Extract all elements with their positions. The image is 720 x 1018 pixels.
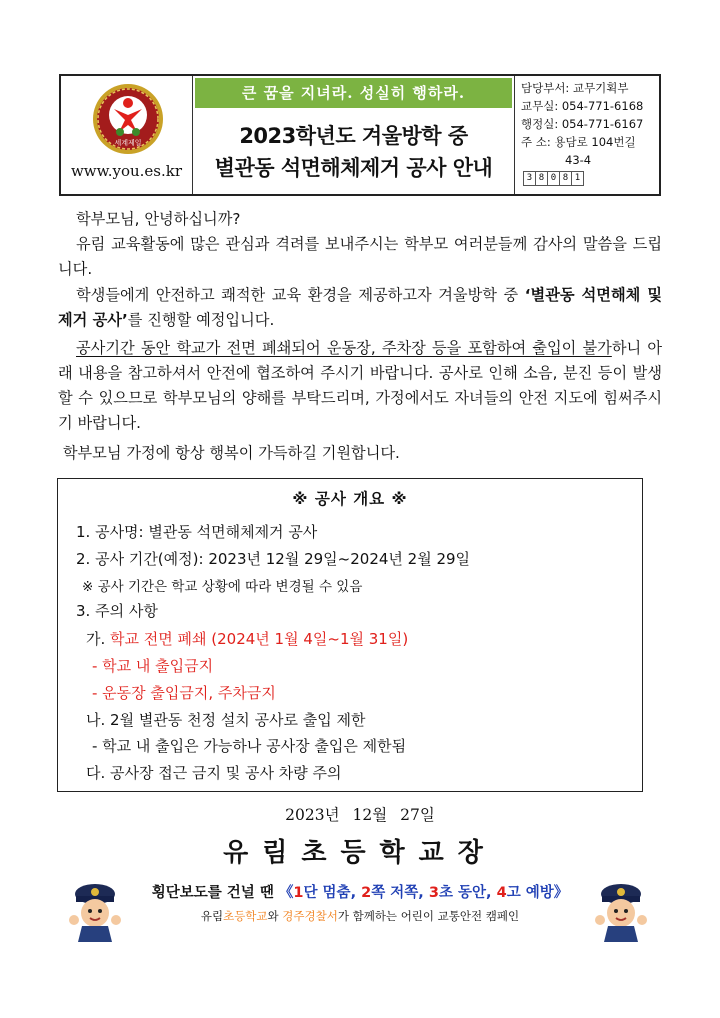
slogan-close-bracket: 》 xyxy=(553,885,569,901)
address-row: 주 소: 용담로 104번길 xyxy=(521,135,636,149)
notice-title xyxy=(193,120,514,184)
paragraph-purpose xyxy=(58,283,662,333)
slogan-step-1: 단 멈춤, xyxy=(303,885,362,901)
slogan-num-4: 4 xyxy=(496,885,507,901)
slogan-step-2: 쪽 저쪽, xyxy=(371,885,429,901)
credit-police: 경주경찰서 xyxy=(282,909,338,923)
project-name-bold: ‘별관동 석면해체 및 제거 공사’ xyxy=(58,286,663,329)
slogan-step-3: 초 동안, xyxy=(438,885,497,901)
purpose-text: 학생들에게 안전하고 쾌적한 교육 환경을 제공하고자 겨울방학 중 xyxy=(76,286,525,304)
precaution-ga-text: 학교 전면 폐쇄 (2024년 1월 4일~1월 31일) xyxy=(110,630,409,648)
title-cell xyxy=(193,76,515,194)
slogan-lead: 횡단보도를 건널 땐 xyxy=(151,885,279,901)
school-motto-banner: 큰 꿈을 지녀라. 성실히 행하라. xyxy=(195,78,512,108)
outline-item-period: 2. 공사 기간(예정): 2023년 12월 29일~2024년 2월 29일 xyxy=(76,550,471,568)
principal-signature: 유림초등학교장 xyxy=(223,838,497,868)
credit-rest: 가 함께하는 어린이 교통안전 캠페인 xyxy=(337,909,520,923)
crosswalk-slogan xyxy=(0,881,720,902)
paragraph-blessing xyxy=(58,441,662,466)
admin-office-phone: 행정실: 054-771-6167 xyxy=(521,117,644,131)
school-emblem-icon xyxy=(91,82,165,156)
credit-school-b: 초등학교 xyxy=(223,909,268,923)
department-row: 담당부서: 교무기획부 xyxy=(521,81,629,95)
address-row-2: 43-4 xyxy=(565,153,592,167)
logo-cell xyxy=(61,76,193,194)
paragraph-closure-notice xyxy=(58,336,662,436)
zip-digit: 8 xyxy=(559,171,572,186)
closure-underlined-text: 공사기간 동안 학교가 전면 폐쇄되어 운동장, 주차장 등을 포함하여 출입이 불가 xyxy=(76,339,612,357)
precaution-na-sub: - 학교 내 출입은 가능하나 공사장 출입은 제한됨 xyxy=(92,737,407,755)
blessing-text: 학부모님 가정에 항상 행복이 가득하길 기원합니다. xyxy=(62,444,400,462)
zip-digit: 8 xyxy=(535,171,548,186)
credit-school-a: 유림 xyxy=(200,909,224,923)
slogan-open-bracket: 《 xyxy=(278,885,294,901)
school-url: www.you.es.kr xyxy=(70,162,183,180)
slogan-num-3: 3 xyxy=(428,885,439,901)
teachers-office-phone: 교무실: 054-771-6168 xyxy=(521,99,644,113)
outline-item-project-name: 1. 공사명: 별관동 석면해체제거 공사 xyxy=(76,523,318,541)
letterhead-table xyxy=(59,74,661,196)
slogan-step-4: 고 예방 xyxy=(506,885,554,901)
precaution-da: 다. 공사장 접근 금지 및 공사 차량 주의 xyxy=(86,764,342,782)
precaution-ga-sub-2: - 운동장 출입금지, 주차금지 xyxy=(92,684,276,702)
precaution-ga xyxy=(86,628,408,649)
greeting: 학부모님, 안녕하십니까? xyxy=(76,210,241,228)
outline-title: ※ 공사 개요 ※ xyxy=(292,490,408,508)
construction-outline-box xyxy=(57,478,643,792)
credit-and: 와 xyxy=(267,909,283,923)
zip-code-boxes xyxy=(523,171,659,186)
zip-digit: 1 xyxy=(571,171,584,186)
letter-date: 2023년 12월 27일 xyxy=(285,806,435,824)
precaution-ga-prefix: 가. xyxy=(86,630,111,648)
zip-digit: 3 xyxy=(523,171,536,186)
precaution-ga-sub-1: - 학교 내 출입금지 xyxy=(92,657,214,675)
precaution-na: 나. 2월 별관동 천정 설치 공사로 출입 제한 xyxy=(86,711,366,729)
paragraph-thanks: 유림 교육활동에 많은 관심과 격려를 보내주시는 학부모 여러분들께 감사의 말씀을 드립니다. xyxy=(58,235,662,278)
campaign-credit xyxy=(0,908,720,924)
contact-info-cell xyxy=(515,76,659,194)
outline-period-note: ※ 공사 기간은 학교 상황에 따라 변경될 수 있음 xyxy=(82,579,363,595)
svg-text:세계제일: 세계제일 xyxy=(114,139,142,147)
purpose-text-end: 를 진행할 예정입니다. xyxy=(127,311,275,329)
slogan-num-1: 1 xyxy=(293,885,304,901)
zip-digit: 0 xyxy=(547,171,560,186)
title-line-1: 2023학년도 겨울방학 중 xyxy=(239,124,468,148)
outline-item-precautions: 3. 주의 사항 xyxy=(76,602,158,620)
closure-text: 하니 아래 내용을 참고하셔서 안전에 협조하여 주시기 바랍니다. 공사로 인해 소음, 분진 등이 발생할 수 있으므로 학부모님의 양해를 부탁드리며, 가정에서도 자녀들의 안전 지도에 힘써주시기 바랍니다. xyxy=(58,339,662,432)
slogan-num-2: 2 xyxy=(361,885,372,901)
title-line-2: 별관동 석면해체제거 공사 안내 xyxy=(214,156,493,180)
